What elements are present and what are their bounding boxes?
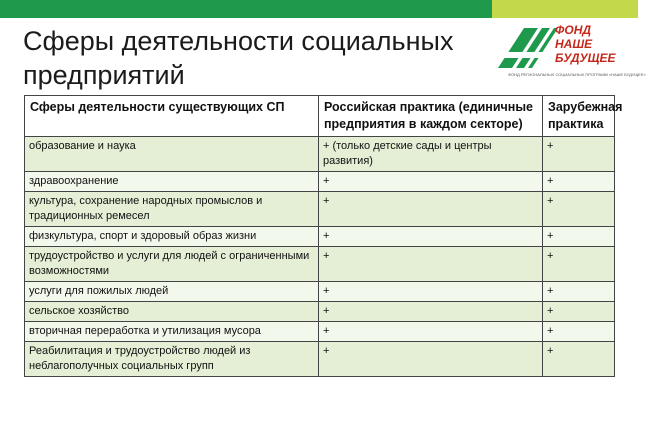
- cell-russian: +: [319, 302, 543, 322]
- header-russian-practice: Российская практика (единичные предприятия в каждом секторе): [319, 96, 543, 137]
- header-foreign-practice: Зарубежная практика: [543, 96, 615, 137]
- cell-sphere: физкультура, спорт и здоровый образ жизни: [25, 227, 319, 247]
- logo-line-2: НАШЕ: [555, 37, 593, 51]
- cell-russian: +: [319, 192, 543, 227]
- spheres-table: [24, 95, 623, 377]
- logo-line-1: ФОНД: [555, 23, 592, 37]
- header-spheres: Сферы деятельности существующих СП: [25, 96, 319, 137]
- cell-russian: +: [319, 227, 543, 247]
- cell-foreign: +: [543, 192, 615, 227]
- cell-foreign: +: [543, 302, 615, 322]
- cell-foreign: +: [543, 282, 615, 302]
- cell-foreign: +: [543, 172, 615, 192]
- cell-foreign: +: [543, 247, 615, 282]
- table-row: [25, 322, 615, 342]
- logo-stripes-icon: [498, 22, 558, 70]
- page-title: Сферы деятельности социальных предприятий: [23, 26, 454, 90]
- table-row: [25, 342, 615, 377]
- cell-sphere: вторичная переработка и утилизация мусора: [25, 322, 319, 342]
- cell-russian: +: [319, 342, 543, 377]
- cell-foreign: +: [543, 322, 615, 342]
- cell-sphere: Реабилитация и трудоустройство людей из неблагополучных социальных групп: [25, 342, 319, 377]
- table-row: [25, 227, 615, 247]
- top-bar-green: [0, 0, 492, 18]
- cell-foreign: +: [543, 227, 615, 247]
- cell-foreign: +: [543, 137, 615, 172]
- cell-sphere: образование и наука: [25, 137, 319, 172]
- top-color-bar: [0, 0, 638, 18]
- cell-sphere: сельское хозяйство: [25, 302, 319, 322]
- cell-sphere: здравоохранение: [25, 172, 319, 192]
- table-row: [25, 282, 615, 302]
- table-row: [25, 172, 615, 192]
- table-row: [25, 137, 615, 172]
- top-bar-lime: [492, 0, 638, 18]
- cell-russian: +: [319, 282, 543, 302]
- cell-sphere: культура, сохранение народных промыслов и традиционных ремесел: [25, 192, 319, 227]
- cell-russian: +: [319, 322, 543, 342]
- table-row: [25, 302, 615, 322]
- table-row: [25, 192, 615, 227]
- logo-tagline: ФОНД РЕГИОНАЛЬНЫХ СОЦИАЛЬНЫХ ПРОГРАММ «НАШЕ БУДУЩЕЕ»: [508, 72, 646, 77]
- cell-russian: + (только детские сады и центры развития): [319, 137, 543, 172]
- cell-foreign: +: [543, 342, 615, 377]
- table-header-row: [25, 96, 615, 137]
- fund-logo: [498, 22, 646, 80]
- cell-sphere: трудоустройство и услуги для людей с ограниченными возможностями: [25, 247, 319, 282]
- table-row: [25, 247, 615, 282]
- logo-line-3: БУДУЩЕЕ: [555, 51, 616, 65]
- cell-russian: +: [319, 247, 543, 282]
- cell-sphere: услуги для пожилых людей: [25, 282, 319, 302]
- cell-russian: +: [319, 172, 543, 192]
